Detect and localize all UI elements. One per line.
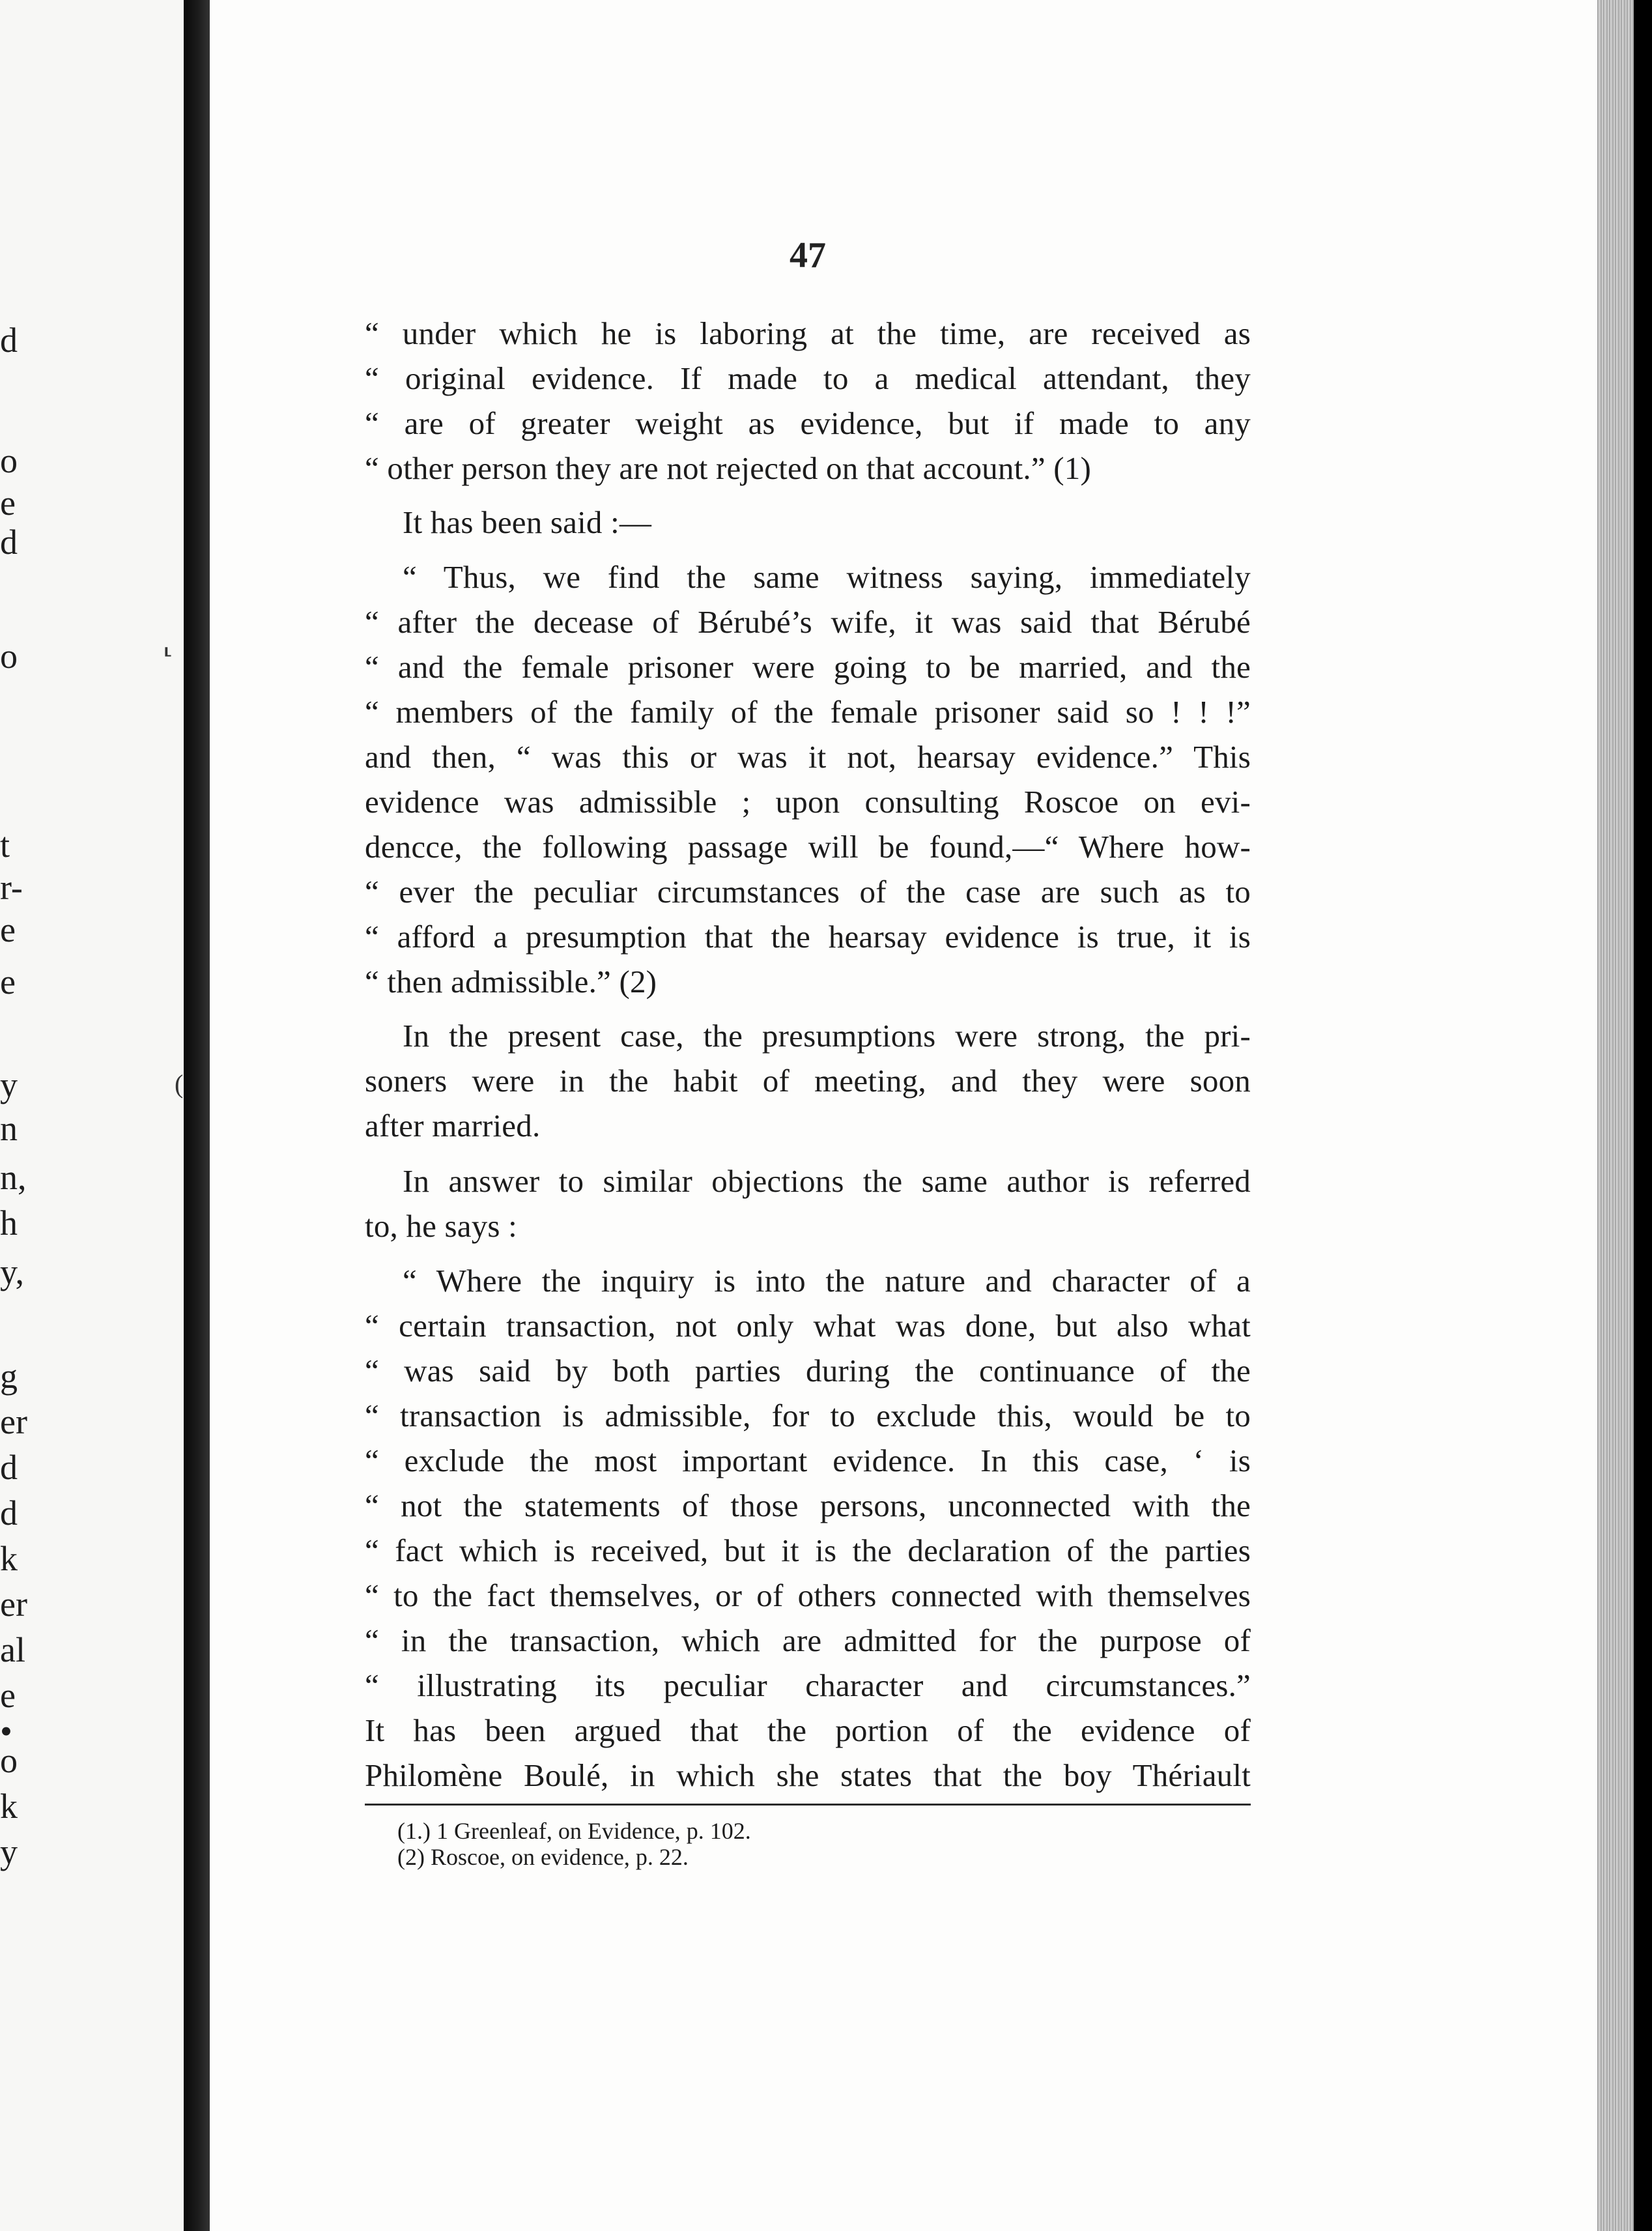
edge-letter: e — [0, 483, 16, 523]
page-number: 47 — [790, 235, 826, 276]
edge-letter: d — [0, 1448, 18, 1487]
edge-letter: al — [0, 1630, 25, 1669]
edge-letter: t — [0, 826, 10, 865]
text-line: “ Where the inquiry is into the nature and character of a — [403, 1263, 1251, 1299]
text-line: “ original evidence. If made to a medical attendant, they — [365, 360, 1251, 396]
edge-letter: n — [0, 1109, 18, 1148]
edge-letter: d — [0, 1493, 18, 1533]
text-line: “ after the decease of Bérubé’s wife, it was said that Bérubé — [365, 604, 1251, 640]
edge-letter: g — [0, 1357, 18, 1396]
text-line: “ illustrating its peculiar character and circumstances.” — [365, 1667, 1251, 1703]
text-line: It has been said :— — [403, 504, 652, 540]
text-line: “ Thus, we find the same witness saying, immediately — [403, 559, 1251, 595]
text-line: “ under which he is laboring at the time, are received as — [365, 315, 1251, 351]
edge-letter: e — [0, 1676, 16, 1715]
text-line: evidence was admissible ; upon consulting Roscoe on evi- — [365, 784, 1251, 820]
text-line: “ in the transaction, which are admitted for the purpose of — [365, 1622, 1251, 1658]
margin-mark: ( — [175, 1069, 184, 1099]
footnote-rule — [365, 1804, 1251, 1806]
text-line: “ certain transaction, not only what was done, but also what — [365, 1308, 1251, 1344]
edge-letter: y, — [0, 1252, 24, 1291]
text-line: “ then admissible.” (2) — [365, 964, 657, 1000]
edge-letter: e — [0, 910, 16, 949]
edge-letter: er — [0, 1585, 27, 1624]
text-line: “ and the female prisoner were going to be married, and the — [365, 649, 1251, 685]
edge-letter: d — [0, 321, 18, 360]
text-line: “ are of greater weight as evidence, but if made to any — [365, 405, 1251, 441]
text-line: soners were in the habit of meeting, and they were soon — [365, 1063, 1251, 1099]
left-page-edge — [0, 0, 184, 2231]
edge-letter: o — [0, 441, 18, 480]
text-line: “ members of the family of the female prisoner said so ! ! !” — [365, 694, 1251, 730]
edge-letter: k — [0, 1787, 18, 1826]
text-line: and then, “ was this or was it not, hearsay evidence.” This — [365, 739, 1251, 775]
edge-letter: e — [0, 962, 16, 1001]
text-line: “ afford a presumption that the hearsay evidence is true, it is — [365, 919, 1251, 955]
text-line: “ not the statements of those persons, unconnected with the — [365, 1488, 1251, 1523]
text-line: In answer to similar objections the same author is referred — [403, 1163, 1251, 1199]
edge-letter: y — [0, 1065, 18, 1104]
edge-letter: o — [0, 637, 18, 676]
text-line: “ was said by both parties during the continuance of the — [365, 1353, 1251, 1389]
scan-border — [1634, 0, 1652, 2231]
footnote: (2) Roscoe, on evidence, p. 22. — [397, 1844, 689, 1870]
edge-letter: y — [0, 1832, 18, 1871]
edge-letter: h — [0, 1203, 18, 1243]
text-line: “ to the fact themselves, or of others connected with themselves — [365, 1577, 1251, 1613]
text-line: after married. — [365, 1108, 541, 1144]
text-line: dencce, the following passage will be found,—“ Where how- — [365, 829, 1251, 865]
margin-mark: ⸤ — [163, 629, 173, 659]
edge-letter: n, — [0, 1158, 27, 1197]
text-line: “ ever the peculiar circumstances of the case are such as to — [365, 874, 1251, 910]
text-line: “ transaction is admissible, for to exclude this, would be to — [365, 1398, 1251, 1433]
text-line: “ other person they are not rejected on that account.” (1) — [365, 450, 1091, 486]
text-line: It has been argued that the portion of the evidence of — [365, 1712, 1251, 1748]
edge-letter: r- — [0, 868, 23, 907]
footnote: (1.) 1 Greenleaf, on Evidence, p. 102. — [397, 1818, 751, 1844]
edge-letter: d — [0, 523, 18, 562]
text-line: In the present case, the presumptions were strong, the pri- — [403, 1018, 1251, 1054]
page-fore-edge — [1597, 0, 1634, 2231]
edge-letter: • — [0, 1712, 12, 1751]
edge-letter: k — [0, 1539, 18, 1578]
book-gutter — [184, 0, 210, 2231]
text-line: to, he says : — [365, 1208, 517, 1244]
text-line: Philomène Boulé, in which she states that the boy Thériault — [365, 1757, 1251, 1793]
edge-letter: er — [0, 1402, 27, 1441]
text-line: “ exclude the most important evidence. In this case, ‘ is — [365, 1443, 1251, 1478]
text-line: “ fact which is received, but it is the declaration of the parties — [365, 1533, 1251, 1568]
edge-letter: o — [0, 1741, 18, 1780]
